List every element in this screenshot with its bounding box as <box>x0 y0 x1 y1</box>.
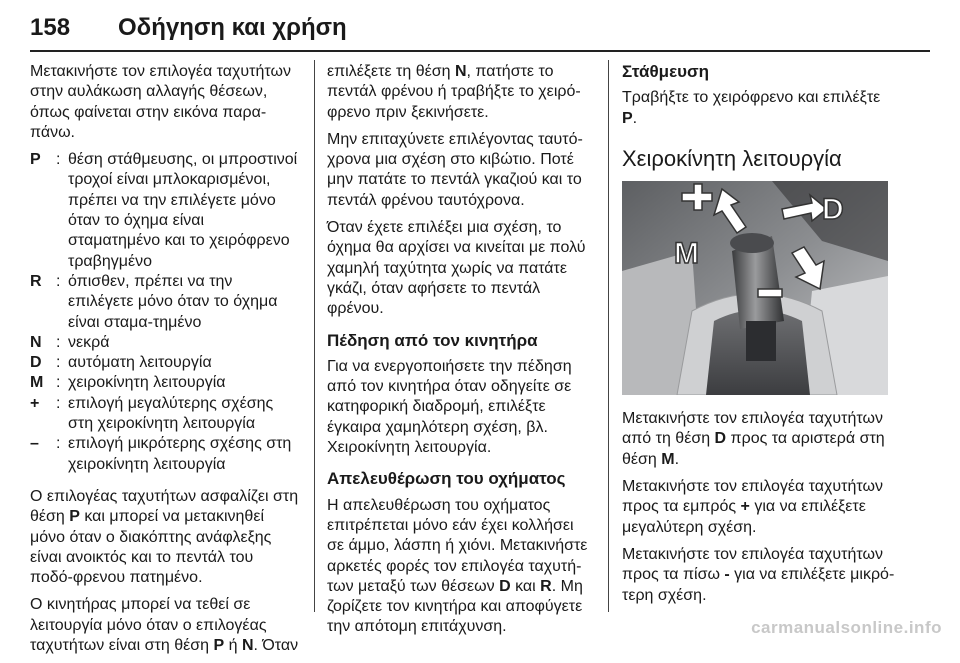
definition-text: νεκρά <box>68 333 110 351</box>
text: για να επιλέξετε μεγαλύτερη σχέση. <box>622 498 866 536</box>
figure-label-d: D <box>822 193 844 227</box>
bold-r: R <box>540 577 552 595</box>
heading-manual-mode: Χειροκίνητη λειτουργία <box>622 145 842 171</box>
gear-lever-illustration <box>622 181 888 395</box>
definition-key: R <box>30 272 42 290</box>
text: . <box>674 450 680 468</box>
minus-icon <box>758 289 782 297</box>
text: και <box>510 577 541 595</box>
definition-text: χειροκίνητη λειτουργία <box>68 374 226 392</box>
bold-minus: - <box>724 566 730 584</box>
definition-separator: : <box>56 333 61 351</box>
bold-n: N <box>241 637 254 655</box>
lock-paragraph: Ο επιλογέας ταχυτήτων ασφαλίζει στη θέση P και μπορεί να μετακινηθεί μόνο όταν ο διακόπτης ανάφλεξης είναι ανοικτός και το πεντάλ του ποδό-φρενου πατημένο. <box>30 487 299 587</box>
bold-p: P <box>69 508 80 526</box>
definition-text: όπισθεν, πρέπει να την επιλέγετε μόνο όταν το όχημα είναι σταμα-τημένο <box>68 272 278 331</box>
definition-row <box>30 333 300 353</box>
text: επιλέξετε τη θέση <box>327 63 455 80</box>
bold-d: D <box>499 577 511 595</box>
definition-row <box>30 150 300 272</box>
definition-text: επιλογή μικρότερης σχέσης στη χειροκίνητη λειτουργία <box>68 435 292 473</box>
text: , πατήστε το πεντάλ φρένου ή τραβήξτε το χειρό-φρενο πριν ξεκινήσετε. <box>327 63 581 121</box>
paragraph: Όταν έχετε επιλέξει μια σχέση, το όχημα θα αρχίσει να κινείται με πολύ χαμηλή ταχύτητα χωρίς να πατάτε γκάζι, όταν αφήσετε το πεντάλ φρένου. <box>327 219 586 318</box>
gear-lever-figure <box>622 181 888 395</box>
paragraph <box>327 496 595 638</box>
paragraph: Για να ενεργοποιήσετε την πέδηση από τον κινητήρα όταν οδηγείτε σε κατηφορική διαδρομή, επιλέξτε έγκαιρα χαμηλότερη σχέση, βλ. Χειροκίνητη λειτουργία. <box>327 357 572 457</box>
gear-position-list <box>30 150 300 475</box>
text: Μετακινήστε τον επιλογέα ταχυτήτων προς τα πίσω <box>622 545 883 584</box>
heading-parking: Στάθμευση <box>622 62 710 81</box>
text: Μετακινήστε τον επιλογέα ταχυτήτων από τη θέση <box>622 410 883 448</box>
watermark: carmanualsonline.info <box>751 618 942 637</box>
definition-key: D <box>30 354 42 372</box>
definition-text: αυτόματη λειτουργία <box>68 354 212 372</box>
text: Τραβήξτε το χειρόφρενο και επιλέξτε <box>622 89 881 107</box>
definition-separator: : <box>56 435 61 453</box>
definition-key: P <box>30 151 41 169</box>
page-number: 158 <box>30 14 71 41</box>
definition-separator: : <box>56 272 61 290</box>
definition-row <box>30 434 300 475</box>
text: ή <box>224 637 242 655</box>
bold-p: P <box>213 637 225 655</box>
paragraph <box>622 409 898 470</box>
column-1 <box>30 62 300 663</box>
bold-plus: + <box>740 498 750 516</box>
definition-separator: : <box>56 394 61 412</box>
text: . Όταν <box>253 637 299 655</box>
paragraph <box>622 477 898 538</box>
definition-row <box>30 394 300 435</box>
bold-m: M <box>661 450 675 468</box>
definition-separator: : <box>56 354 61 372</box>
definition-row <box>30 373 300 393</box>
text: . Μη ζορίζετε τον κινητήρα και αποφύγετε την απότομη επιτάχυνση. <box>327 577 583 636</box>
definition-key: + <box>30 394 40 412</box>
figure-label-m: M <box>674 237 699 271</box>
header-rule <box>30 50 930 52</box>
text: προς τα αριστερά στη θέση <box>622 430 885 468</box>
column-divider <box>608 60 609 612</box>
paragraph: Μην επιταχύνετε επιλέγοντας ταυτό-χρονα μια σχέση στο κιβώτιο. Ποτέ μην πατάτε το πεντάλ γκαζιού και το πεντάλ φρένου ταυτόχρονα. <box>327 130 583 209</box>
definition-key: M <box>30 374 44 392</box>
definition-separator: : <box>56 151 61 169</box>
paragraph <box>327 62 595 123</box>
definition-key: N <box>30 333 42 351</box>
bold-p: P <box>622 109 633 127</box>
paragraph <box>622 88 898 129</box>
heading-engine-braking: Πέδηση από τον κινητήρα <box>327 330 538 350</box>
bold-d: D <box>714 430 727 448</box>
knob-top <box>730 233 774 253</box>
text: . <box>632 109 638 127</box>
text: για να επιλέξετε μικρό-τερη σχέση. <box>622 566 895 604</box>
intro-paragraph: Μετακινήστε τον επιλογέα ταχυτήτων στην αυλάκωση αλλαγής θέσεων, όπως φαίνεται στην εικόνα παρα-πάνω. <box>30 63 291 141</box>
definition-text: θέση στάθμευσης, οι μπροστινοί τροχοί είναι μπλοκαρισμένοι, πρέπει να την επιλέγετε μόνο όταν το όχημα είναι σταματημένο και το χειρόφρενο τραβηγμένο <box>68 151 298 270</box>
definition-key: – <box>30 435 39 453</box>
page-title: Οδήγηση και χρήση <box>118 14 347 41</box>
text: Ο κινητήρας μπορεί να τεθεί σε λειτουργία μόνο όταν ο επιλογέας ταχυτήτων είναι στη θέση <box>30 596 267 655</box>
definition-text: επιλογή μεγαλύτερης σχέσης στη χειροκίνητη λειτουργία <box>68 394 274 433</box>
bold-n: N <box>454 63 467 80</box>
column-2 <box>327 62 595 645</box>
definition-row <box>30 272 300 333</box>
heading-vehicle-release: Απελευθέρωση του οχήματος <box>327 469 566 489</box>
definition-separator: : <box>56 374 61 392</box>
paragraph <box>622 545 898 606</box>
text: Η απελευθέρωση του οχήματος επιτρέπεται μόνο εάν έχει κολλήσει σε άμμο, λάσπη ή χιόνι. Μετακινήστε αρκετές φορές τον επιλογέα ταχυτή-των μεταξύ των θέσεων <box>327 496 588 595</box>
column-divider <box>314 60 315 612</box>
lever-shaft <box>746 321 776 361</box>
text: Μετακινήστε τον επιλογέα ταχυτήτων προς τα εμπρός <box>622 478 883 516</box>
engine-start-paragraph <box>30 595 300 656</box>
page-header <box>30 0 930 56</box>
column-3 <box>622 62 898 613</box>
definition-row <box>30 353 300 373</box>
